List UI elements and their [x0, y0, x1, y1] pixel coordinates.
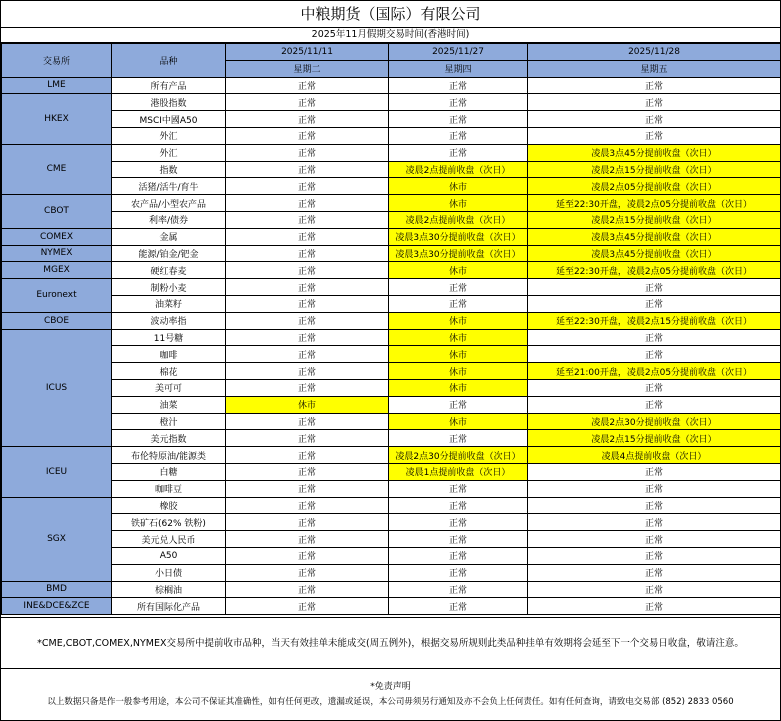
- status-cell: 正常: [389, 547, 528, 564]
- product-cell: 橡胶: [112, 497, 226, 514]
- product-cell: 所有产品: [112, 77, 226, 94]
- product-cell: 波动率指: [112, 312, 226, 329]
- status-cell: 休市: [389, 346, 528, 363]
- status-cell: 正常: [528, 531, 781, 548]
- product-cell: 能源/铂金/钯金: [112, 245, 226, 262]
- status-cell: 正常: [226, 514, 389, 531]
- status-cell: 正常: [389, 94, 528, 111]
- table-row: [2, 379, 781, 396]
- exchange-cell: ICEU: [2, 447, 112, 497]
- exchange-cell: ICUS: [2, 329, 112, 447]
- status-cell: 凌晨3点30分提前收盘（次日）: [389, 245, 528, 262]
- status-cell: 正常: [226, 531, 389, 548]
- status-cell: 正常: [389, 430, 528, 447]
- status-cell: 正常: [528, 547, 781, 564]
- status-cell: 正常: [528, 480, 781, 497]
- status-cell: 正常: [226, 178, 389, 195]
- product-cell: A50: [112, 547, 226, 564]
- table-row: [2, 463, 781, 480]
- status-cell: 正常: [528, 295, 781, 312]
- product-cell: 油菜籽: [112, 295, 226, 312]
- product-cell: 咖啡豆: [112, 480, 226, 497]
- status-cell: 凌晨3点45分提前收盘（次日）: [528, 144, 781, 161]
- status-cell: 延至22:30开盘，凌晨2点05分提前收盘（次日）: [528, 262, 781, 279]
- exchange-cell: NYMEX: [2, 245, 112, 262]
- table-row: [2, 77, 781, 94]
- table-row: [2, 514, 781, 531]
- header-exchange: 交易所: [2, 44, 112, 78]
- product-cell: 农产品/小型农产品: [112, 195, 226, 212]
- status-cell: 休市: [389, 413, 528, 430]
- exchange-cell: CBOT: [2, 195, 112, 229]
- status-cell: 延至21:00开盘，凌晨2点05分提前收盘（次日）: [528, 363, 781, 380]
- exchange-cell: INE&DCE&ZCE: [2, 598, 112, 615]
- exchange-cell: HKEX: [2, 94, 112, 144]
- header-date: 2025/11/27: [389, 44, 528, 61]
- status-cell: 正常: [528, 463, 781, 480]
- status-cell: 正常: [226, 363, 389, 380]
- status-cell: 正常: [226, 127, 389, 144]
- product-cell: 铁矿石(62% 铁粉): [112, 514, 226, 531]
- page-title: 中粮期货（国际）有限公司: [1, 1, 780, 28]
- product-cell: 港股指数: [112, 94, 226, 111]
- status-cell: 正常: [528, 329, 781, 346]
- status-cell: 凌晨2点15分提前收盘（次日）: [528, 211, 781, 228]
- product-cell: 棕榈油: [112, 581, 226, 598]
- table-row: [2, 430, 781, 447]
- exchange-cell: Euronext: [2, 279, 112, 313]
- status-cell: 延至22:30开盘，凌晨2点05分提前收盘（次日）: [528, 195, 781, 212]
- status-cell: 正常: [226, 111, 389, 128]
- disclaimer-title: *免责声明: [370, 682, 411, 692]
- product-cell: 咖啡: [112, 346, 226, 363]
- status-cell: 正常: [389, 111, 528, 128]
- schedule-table-body: [2, 77, 781, 615]
- status-cell: 凌晨2点30分提前收盘（次日）: [389, 447, 528, 464]
- exchange-cell: LME: [2, 77, 112, 94]
- status-cell: 正常: [528, 497, 781, 514]
- header-product: 品种: [112, 44, 226, 78]
- page-subtitle: 2025年11月假期交易时间(香港时间): [1, 28, 780, 43]
- status-cell: 正常: [528, 581, 781, 598]
- footnote: *CME,CBOT,COMEX,NYMEX交易所中提前收市品种，当天有效挂单未能成交(周五例外)，根据交易所规则此类品种挂单有效期将会延至下一个交易日收盘，敬请注意。: [1, 617, 780, 669]
- status-cell: 休市: [389, 262, 528, 279]
- header-date: 2025/11/28: [528, 44, 781, 61]
- status-cell: 正常: [226, 447, 389, 464]
- table-row: [2, 329, 781, 346]
- status-cell: 正常: [528, 598, 781, 615]
- status-cell: 休市: [389, 379, 528, 396]
- table-row: [2, 161, 781, 178]
- status-cell: 正常: [528, 94, 781, 111]
- status-cell: 正常: [389, 127, 528, 144]
- product-cell: 布伦特原油/能源类: [112, 447, 226, 464]
- product-cell: 制粉小麦: [112, 279, 226, 296]
- table-row: [2, 312, 781, 329]
- status-cell: 正常: [528, 514, 781, 531]
- status-cell: 正常: [226, 379, 389, 396]
- product-cell: 指数: [112, 161, 226, 178]
- exchange-cell: BMD: [2, 581, 112, 598]
- status-cell: 正常: [226, 346, 389, 363]
- status-cell: 正常: [389, 581, 528, 598]
- status-cell: 休市: [389, 178, 528, 195]
- status-cell: 正常: [226, 463, 389, 480]
- product-cell: 油菜: [112, 396, 226, 413]
- table-row: [2, 413, 781, 430]
- status-cell: 正常: [528, 111, 781, 128]
- status-cell: 休市: [389, 312, 528, 329]
- status-cell: 凌晨1点提前收盘（次日）: [389, 463, 528, 480]
- status-cell: 正常: [226, 161, 389, 178]
- product-cell: 利率/债券: [112, 211, 226, 228]
- status-cell: 正常: [226, 598, 389, 615]
- table-row: [2, 447, 781, 464]
- product-cell: 美可可: [112, 379, 226, 396]
- status-cell: 正常: [226, 195, 389, 212]
- status-cell: 凌晨2点15分提前收盘（次日）: [528, 430, 781, 447]
- status-cell: 正常: [528, 396, 781, 413]
- status-cell: 正常: [226, 94, 389, 111]
- table-row: [2, 480, 781, 497]
- table-row: [2, 228, 781, 245]
- status-cell: 正常: [389, 279, 528, 296]
- status-cell: 正常: [389, 144, 528, 161]
- table-row: [2, 262, 781, 279]
- status-cell: 凌晨3点45分提前收盘（次日）: [528, 228, 781, 245]
- table-row: [2, 195, 781, 212]
- table-row: [2, 211, 781, 228]
- product-cell: 美元指数: [112, 430, 226, 447]
- status-cell: 正常: [226, 329, 389, 346]
- status-cell: 延至22:30开盘，凌晨2点15分提前收盘（次日）: [528, 312, 781, 329]
- status-cell: 休市: [389, 363, 528, 380]
- table-row: [2, 346, 781, 363]
- schedule-table: [1, 43, 781, 615]
- exchange-cell: SGX: [2, 497, 112, 581]
- table-row: [2, 111, 781, 128]
- status-cell: 正常: [226, 564, 389, 581]
- exchange-cell: CBOE: [2, 312, 112, 329]
- status-cell: 凌晨4点提前收盘（次日）: [528, 447, 781, 464]
- status-cell: 正常: [528, 346, 781, 363]
- table-row: [2, 245, 781, 262]
- table-row: [2, 363, 781, 380]
- product-cell: MSCI中國A50: [112, 111, 226, 128]
- header-weekday: 星期二: [226, 60, 389, 77]
- status-cell: 休市: [389, 329, 528, 346]
- table-row: [2, 94, 781, 111]
- status-cell: 正常: [389, 564, 528, 581]
- status-cell: 正常: [528, 564, 781, 581]
- status-cell: 正常: [226, 77, 389, 94]
- table-row: [2, 279, 781, 296]
- status-cell: 正常: [226, 312, 389, 329]
- status-cell: 正常: [226, 581, 389, 598]
- status-cell: 正常: [226, 228, 389, 245]
- status-cell: 正常: [226, 295, 389, 312]
- status-cell: 正常: [226, 144, 389, 161]
- status-cell: 正常: [226, 480, 389, 497]
- status-cell: 凌晨2点提前收盘（次日）: [389, 211, 528, 228]
- status-cell: 正常: [389, 531, 528, 548]
- table-row: [2, 127, 781, 144]
- product-cell: 白糖: [112, 463, 226, 480]
- status-cell: 正常: [389, 514, 528, 531]
- status-cell: 正常: [528, 77, 781, 94]
- exchange-cell: CME: [2, 144, 112, 194]
- product-cell: 外汇: [112, 144, 226, 161]
- status-cell: 休市: [389, 195, 528, 212]
- status-cell: 正常: [389, 497, 528, 514]
- status-cell: 凌晨2点05分提前收盘（次日）: [528, 178, 781, 195]
- status-cell: 正常: [226, 547, 389, 564]
- product-cell: 硬红春麦: [112, 262, 226, 279]
- product-cell: 活猪/活牛/育牛: [112, 178, 226, 195]
- table-row: [2, 581, 781, 598]
- status-cell: 凌晨3点30分提前收盘（次日）: [389, 228, 528, 245]
- product-cell: 11号糖: [112, 329, 226, 346]
- status-cell: 正常: [226, 262, 389, 279]
- header-weekday: 星期四: [389, 60, 528, 77]
- product-cell: 橙汁: [112, 413, 226, 430]
- exchange-cell: MGEX: [2, 262, 112, 279]
- status-cell: 正常: [528, 279, 781, 296]
- status-cell: 正常: [528, 127, 781, 144]
- table-row: [2, 295, 781, 312]
- status-cell: 正常: [226, 279, 389, 296]
- status-cell: 正常: [226, 430, 389, 447]
- status-cell: 正常: [389, 77, 528, 94]
- product-cell: 外汇: [112, 127, 226, 144]
- product-cell: 棉花: [112, 363, 226, 380]
- status-cell: 正常: [226, 413, 389, 430]
- status-cell: 休市: [226, 396, 389, 413]
- table-row: [2, 531, 781, 548]
- status-cell: 凌晨2点提前收盘（次日）: [389, 161, 528, 178]
- status-cell: 正常: [389, 396, 528, 413]
- status-cell: 凌晨2点30分提前收盘（次日）: [528, 413, 781, 430]
- status-cell: 正常: [226, 211, 389, 228]
- product-cell: 金属: [112, 228, 226, 245]
- table-row: [2, 497, 781, 514]
- table-row: [2, 598, 781, 615]
- product-cell: 所有国际化产品: [112, 598, 226, 615]
- header-weekday: 星期五: [528, 60, 781, 77]
- status-cell: 正常: [528, 379, 781, 396]
- status-cell: 凌晨2点15分提前收盘（次日）: [528, 161, 781, 178]
- disclaimer-body: 以上数据只备是作一般参考用途，本公司不保证其准确性，如有任何更改，遗漏或延误，本公司毋须另行通知及亦不会负上任何责任。如有任何查询，请致电交易部 (852) 2833 0560: [47, 697, 734, 707]
- table-row: [2, 178, 781, 195]
- product-cell: 美元兑人民币: [112, 531, 226, 548]
- table-row: [2, 144, 781, 161]
- status-cell: 凌晨3点45分提前收盘（次日）: [528, 245, 781, 262]
- status-cell: 正常: [389, 295, 528, 312]
- table-row: [2, 396, 781, 413]
- status-cell: 正常: [389, 480, 528, 497]
- table-row: [2, 564, 781, 581]
- status-cell: 正常: [226, 497, 389, 514]
- product-cell: 小日债: [112, 564, 226, 581]
- status-cell: 正常: [226, 245, 389, 262]
- status-cell: 正常: [389, 598, 528, 615]
- table-row: [2, 547, 781, 564]
- header-date: 2025/11/11: [226, 44, 389, 61]
- exchange-cell: COMEX: [2, 228, 112, 245]
